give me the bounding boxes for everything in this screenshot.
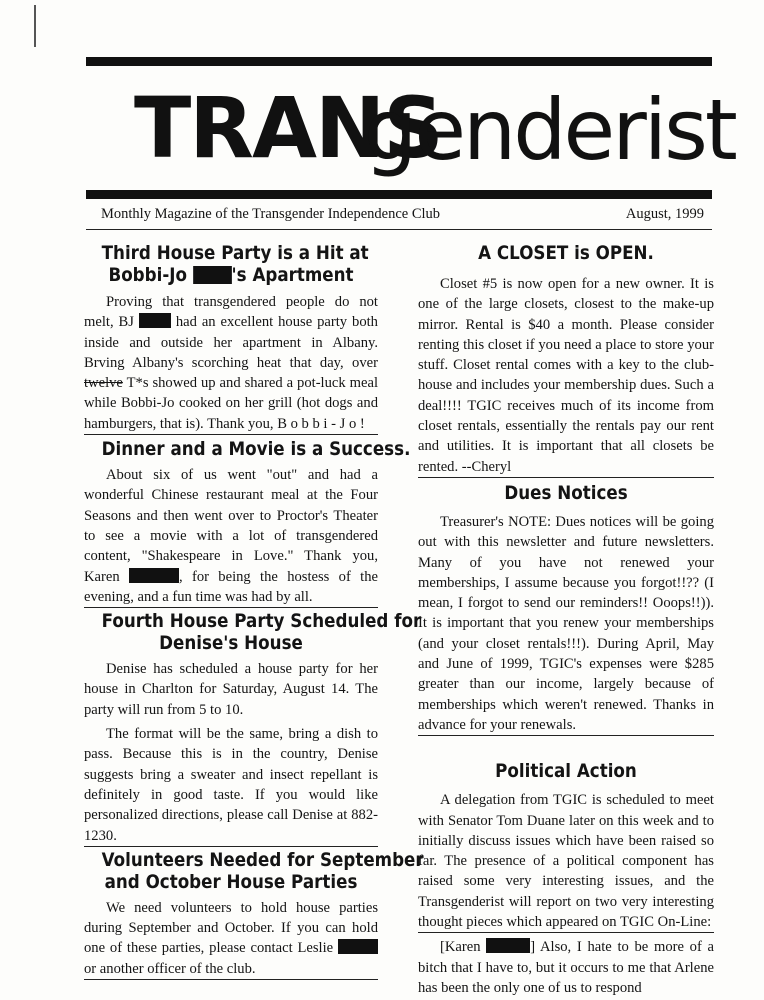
article-house-party (84, 234, 378, 435)
article-headline-line2: and October House Parties (104, 870, 358, 893)
article-headline-line2: Bobbi-Jo 's Apartment (108, 264, 354, 286)
scan-edge-mark (34, 5, 36, 47)
redaction-bar (139, 313, 171, 328)
masthead-title-light: genderist (364, 81, 735, 179)
article-headline: A CLOSET is OPEN. (478, 242, 654, 264)
masthead-bottom-rule (86, 190, 712, 199)
redaction-bar (486, 938, 530, 953)
redaction-bar (338, 939, 378, 954)
article-body: Denise has scheduled a house party for her house in Charlton for Saturday, August 14. The party will run from 5 to 10. (84, 661, 378, 718)
issue-date: August, 1999 (625, 206, 704, 222)
article-headline: Fourth House Party Scheduled for (101, 610, 422, 633)
article-dinner-movie (84, 438, 411, 608)
article-separator (418, 932, 714, 933)
header-rule (86, 229, 712, 230)
article-body: The format will be the same, bring a dish to pass. Because this is in the country, Denise suggests bring a sweater and insect repellant is definitely in good taste. If you would like personalized directions, please call Denise at 882-1230. (84, 726, 378, 844)
masthead-top-rule (86, 57, 712, 66)
article-headline-line2: Denise's House (159, 632, 303, 655)
masthead (88, 79, 735, 180)
article-dues (418, 482, 714, 736)
article-political (418, 760, 714, 998)
article-body: Proving that transgendered people do not melt, BJ had an excellent house party both inside and outside her apartment in Albany. Brving Albany's scorching heat that day, over twelve T*s showed up and shared a pot-luck meal while Bobbi-Jo cooked on her grill (hot dogs and hamburgers, that is). Thank you, B o b b i - J o ! (84, 294, 378, 432)
article-headline: Political Action (495, 760, 637, 783)
article-body: We need volunteers to hold house parties during September and October. If you can hold one of these parties, please contact Leslie or another officer of the club. (84, 899, 378, 977)
article-volunteers (84, 848, 424, 980)
article-body: [Karen ] Also, I hate to be more of a bitch that I have to, but it occurs to me that Arlene has been the only one of us to respond (418, 939, 714, 996)
left-column (84, 234, 424, 980)
article-separator (84, 979, 378, 980)
masthead-title-bold: TRANS (134, 79, 442, 177)
article-closet (418, 242, 714, 478)
article-fourth-party (84, 610, 422, 847)
article-separator (84, 607, 378, 608)
article-headline: Dinner and a Movie is a Success. (101, 438, 411, 461)
right-column (418, 234, 714, 998)
article-headline: Volunteers Needed for September (101, 848, 424, 871)
article-body: Closet #5 is now open for a new owner. It is one of the large closets, closest to the make-up mirror. Rental is $40 a month. Please consider renting this closet if you need a place to store your stuff. Closet rental comes with a key to the club-house and includes your membership dues. Such a deal!!!! TGIC receives much of its income from closet rentals, essentially the rentals pay our rent and utilities. It is important that all closets be rented. --Cheryl (418, 276, 714, 475)
redaction-bar (129, 568, 179, 583)
article-body: A delegation from TGIC is scheduled to meet with Senator Tom Duane later on this week and to initially discuss issues which have been raised so far. The presence of a political component has raised some very interesting issues, and the Transgenderist will report on two very interesting thought pieces which appeared on TGIC On-Line: (418, 792, 714, 931)
article-body: Treasurer's NOTE: Dues notices will be going out with this newsletter and future newsletters. Many of you have not renewed your memberships, I assume because you forgot!!?? (I mean, I forgot to send our reminders!! Ooops!!)). It is important that you renew your memberships (and your closet rentals!!!). During April, May and June of 1999, TGIC's expenses were $285 greater than our income, largely because of memberships which weren't renewed. Thanks in advance for your renewals. (418, 513, 714, 733)
article-body: About six of us went "out" and had a wonderful Chinese restaurant meal at the Four Seasons and then went over to Proctor's Theater to see a movie with a lot of transgendered content, "Shakespeare in Love." Thank you, Karen , for being the hostess of the evening, and a fun time was had by all. (84, 467, 378, 605)
magazine-subtitle: Monthly Magazine of the Transgender Independence Club (101, 206, 441, 222)
article-separator (418, 735, 714, 736)
article-headline: Dues Notices (504, 481, 628, 504)
article-headline: Third House Party is a Hit at (101, 242, 369, 264)
redaction-bar (193, 266, 232, 284)
article-separator (84, 846, 378, 847)
article-separator (84, 434, 378, 435)
article-separator (418, 477, 714, 478)
